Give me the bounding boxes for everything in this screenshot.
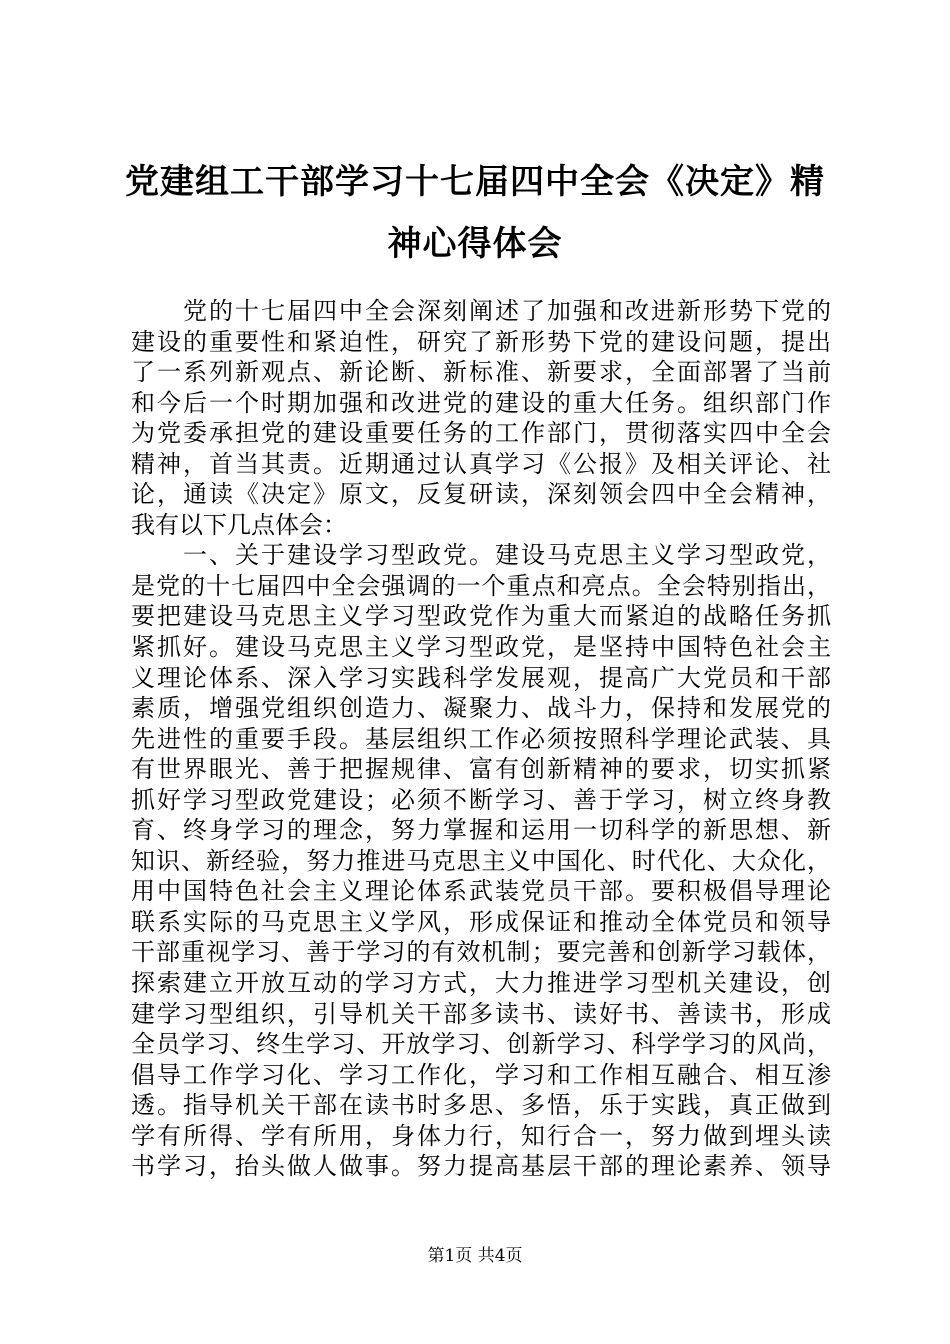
- page-footer: 第1页 共4页: [427, 1246, 523, 1266]
- body-line: 我有以下几点体会：: [131, 510, 347, 539]
- body-line: 了一系列新观点、新论断、新标准、新要求，全面部署了当前: [131, 358, 831, 387]
- body-line: 全员学习、终生学习、开放学习、创新学习、科学学习的风尚，: [131, 1030, 831, 1059]
- body-line: 紧抓好。建设马克思主义学习型政党，是坚持中国特色社会主: [131, 633, 831, 662]
- body-line: 联系实际的马克思主义学风，形成保证和推动全体党员和领导: [131, 907, 831, 936]
- body-line: 建设的重要性和紧迫性，研究了新形势下党的建设问题，提出: [131, 327, 831, 356]
- body-line: 精神，首当其责。近期通过认真学习《公报》及相关评论、社: [131, 449, 831, 478]
- body-line: 为党委承担党的建设重要任务的工作部门，贯彻落实四中全会: [131, 419, 831, 448]
- body-line: 有世界眼光、善于把握规律、富有创新精神的要求，切实抓紧: [131, 755, 831, 784]
- body-line: 倡导工作学习化、学习工作化，学习和工作相互融合、相互渗: [131, 1060, 831, 1089]
- body-line: 建学习型组织，引导机关干部多读书、读好书、善读书，形成: [131, 999, 831, 1028]
- body-line: 要把建设马克思主义学习型政党作为重大而紧迫的战略任务抓: [131, 602, 831, 631]
- body-line: 素质，增强党组织创造力、凝聚力、战斗力，保持和发展党的: [131, 694, 831, 723]
- body-line: 书学习，抬头做人做事。努力提高基层干部的理论素养、领导: [131, 1152, 831, 1181]
- body-line: 和今后一个时期加强和改进党的建设的重大任务。组织部门作: [131, 388, 831, 417]
- body-line: 学有所得、学有所用，身体力行，知行合一，努力做到埋头读: [131, 1121, 831, 1150]
- body-line: 一、关于建设学习型政党。建设马克思主义学习型政党，: [131, 541, 831, 570]
- document-title-line-1: 党建组工干部学习十七届四中全会《决定》精: [125, 162, 825, 202]
- body-line: 先进性的重要手段。基层组织工作必须按照科学理论武装、具: [131, 724, 831, 753]
- body-line: 义理论体系、深入学习实践科学发展观，提高广大党员和干部: [131, 663, 831, 692]
- body-line: 知识、新经验，努力推进马克思主义中国化、时代化、大众化，: [131, 846, 831, 875]
- body-line: 探索建立开放互动的学习方式，大力推进学习型机关建设，创: [131, 969, 831, 998]
- document-body: [131, 296, 831, 1182]
- body-line: 干部重视学习、善于学习的有效机制；要完善和创新学习载体，: [131, 938, 831, 967]
- body-line: 用中国特色社会主义理论体系武装党员干部。要积极倡导理论: [131, 877, 831, 906]
- body-line: 育、终身学习的理念，努力掌握和运用一切科学的新思想、新: [131, 816, 831, 845]
- body-line: 是党的十七届四中全会强调的一个重点和亮点。全会特别指出，: [131, 571, 831, 600]
- document-title-line-2: 神心得体会: [387, 224, 563, 264]
- body-line: 透。指导机关干部在读书时多思、多悟，乐于实践，真正做到: [131, 1091, 831, 1120]
- body-line: 抓好学习型政党建设；必须不断学习、善于学习，树立终身教: [131, 785, 831, 814]
- body-line: 论，通读《决定》原文，反复研读，深刻领会四中全会精神，: [131, 480, 831, 509]
- body-line: 党的十七届四中全会深刻阐述了加强和改进新形势下党的: [131, 297, 831, 325]
